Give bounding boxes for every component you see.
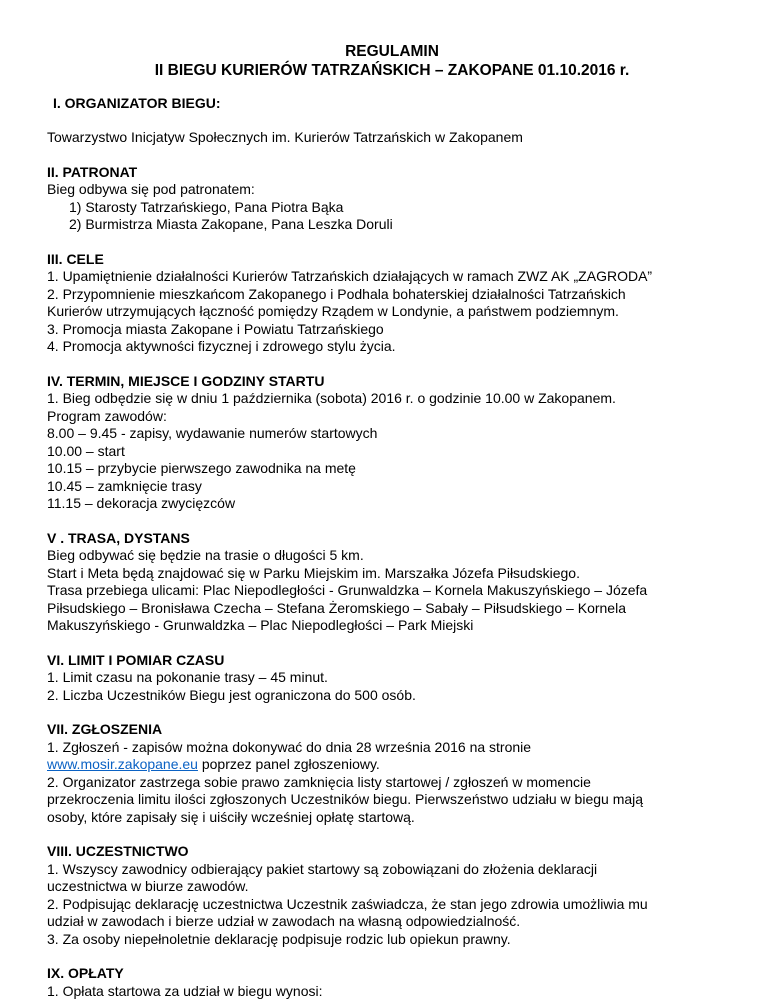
document-page	[47, 42, 737, 1000]
section-time-limit-heading: VI. LIMIT I POMIAR CZASU	[47, 652, 737, 670]
list-item: 2) Burmistrza Miasta Zakopane, Pana Leszka Doruli	[47, 216, 737, 234]
text-line: osoby, które zapisały się i uiściły wcześniej opłatę startową.	[47, 809, 737, 827]
list-item: 1) Starosty Tatrzańskiego, Pana Piotra Bąka	[47, 199, 737, 217]
section-goals	[47, 251, 737, 356]
document-title	[47, 42, 737, 80]
registration-link-line	[47, 756, 737, 774]
patronage-intro: Bieg odbywa się pod patronatem:	[47, 181, 737, 199]
section-time-limit	[47, 652, 737, 705]
section-registration	[47, 721, 737, 826]
title-line-2: II BIEGU KURIERÓW TATRZAŃSKICH – ZAKOPANE 01.10.2016 r.	[47, 61, 737, 80]
section-goals-heading: III. CELE	[47, 251, 737, 269]
text-line: 10.45 – zamknięcie trasy	[47, 478, 737, 496]
section-route-heading: V . TRASA, DYSTANS	[47, 530, 737, 548]
text-line: Program zawodów:	[47, 408, 737, 426]
text-line: 1. Opłata startowa za udział w biegu wynosi:	[47, 983, 737, 1000]
text-line: 10.15 – przybycie pierwszego zawodnika na metę	[47, 460, 737, 478]
text-line: 2. Liczba Uczestników Biegu jest ograniczona do 500 osób.	[47, 687, 737, 705]
text-line: Makuszyńskiego - Grunwaldzka – Plac Niepodległości – Park Miejski	[47, 617, 737, 635]
text-line: 10.00 – start	[47, 443, 737, 461]
section-participation-heading: VIII. UCZESTNICTWO	[47, 843, 737, 861]
text-line: 1. Zgłoszeń - zapisów można dokonywać do dnia 28 września 2016 na stronie	[47, 739, 737, 757]
text-line: Bieg odbywać się będzie na trasie o długości 5 km.	[47, 547, 737, 565]
section-registration-heading: VII. ZGŁOSZENIA	[47, 721, 737, 739]
text-line: Piłsudskiego – Bronisława Czecha – Stefana Żeromskiego – Sabały – Piłsudskiego – Kornela	[47, 600, 737, 618]
text-line: udział w zawodach i bierze udział w zawodach na własną odpowiedzialność.	[47, 913, 737, 931]
text-line: Trasa przebiega ulicami: Plac Niepodległości - Grunwaldzka – Kornela Makuszyńskiego – Józefa	[47, 582, 737, 600]
text-line: 1. Wszyscy zawodnicy odbierający pakiet startowy są zobowiązani do złożenia deklaracji	[47, 861, 737, 879]
text-line: 1. Upamiętnienie działalności Kurierów Tatrzańskich działających w ramach ZWZ AK „ZAGRODA”	[47, 268, 737, 286]
text-line: 8.00 – 9.45 - zapisy, wydawanie numerów startowych	[47, 425, 737, 443]
section-organizer-heading: I. ORGANIZATOR BIEGU:	[47, 94, 737, 112]
section-schedule-heading: IV. TERMIN, MIEJSCE I GODZINY STARTU	[47, 373, 737, 391]
text-line: 11.15 – dekoracja zwycięzców	[47, 495, 737, 513]
registration-link[interactable]: www.mosir.zakopane.eu	[47, 756, 198, 772]
text-line: Kurierów utrzymujących łączność pomiędzy Rządem w Londynie, a państwem podziemnym.	[47, 303, 737, 321]
section-fees	[47, 965, 737, 1000]
section-participation	[47, 843, 737, 948]
link-after-text: poprzez panel zgłoszeniowy.	[198, 756, 380, 772]
text-line: 2. Organizator zastrzega sobie prawo zamknięcia listy startowej / zgłoszeń w momencie	[47, 774, 737, 792]
text-line: 3. Promocja miasta Zakopane i Powiatu Tatrzańskiego	[47, 321, 737, 339]
text-line: 2. Przypomnienie mieszkańcom Zakopanego i Podhala bohaterskiej działalności Tatrzańskich	[47, 286, 737, 304]
text-line: Start i Meta będą znajdować się w Parku Miejskim im. Marszałka Józefa Piłsudskiego.	[47, 565, 737, 583]
section-patronage	[47, 164, 737, 234]
text-line: 3. Za osoby niepełnoletnie deklarację podpisuje rodzic lub opiekun prawny.	[47, 931, 737, 949]
section-fees-heading: IX. OPŁATY	[47, 965, 737, 983]
section-schedule	[47, 373, 737, 513]
text-line: przekroczenia limitu ilości zgłoszonych Uczestników biegu. Pierwszeństwo udziału w biegu mają	[47, 791, 737, 809]
text-line: 1. Bieg odbędzie się w dniu 1 października (sobota) 2016 r. o godzinie 10.00 w Zakopanem.	[47, 390, 737, 408]
text-line: 4. Promocja aktywności fizycznej i zdrowego stylu życia.	[47, 338, 737, 356]
text-line: uczestnictwa w biurze zawodów.	[47, 878, 737, 896]
section-organizer-text: Towarzystwo Inicjatyw Społecznych im. Kurierów Tatrzańskich w Zakopanem	[47, 129, 737, 147]
text-line: 2. Podpisując deklarację uczestnictwa Uczestnik zaświadcza, że stan jego zdrowia umożliwia mu	[47, 896, 737, 914]
text-line: 1. Limit czasu na pokonanie trasy – 45 minut.	[47, 669, 737, 687]
section-route	[47, 530, 737, 635]
section-patronage-heading: II. PATRONAT	[47, 164, 737, 182]
title-line-1: REGULAMIN	[47, 42, 737, 61]
